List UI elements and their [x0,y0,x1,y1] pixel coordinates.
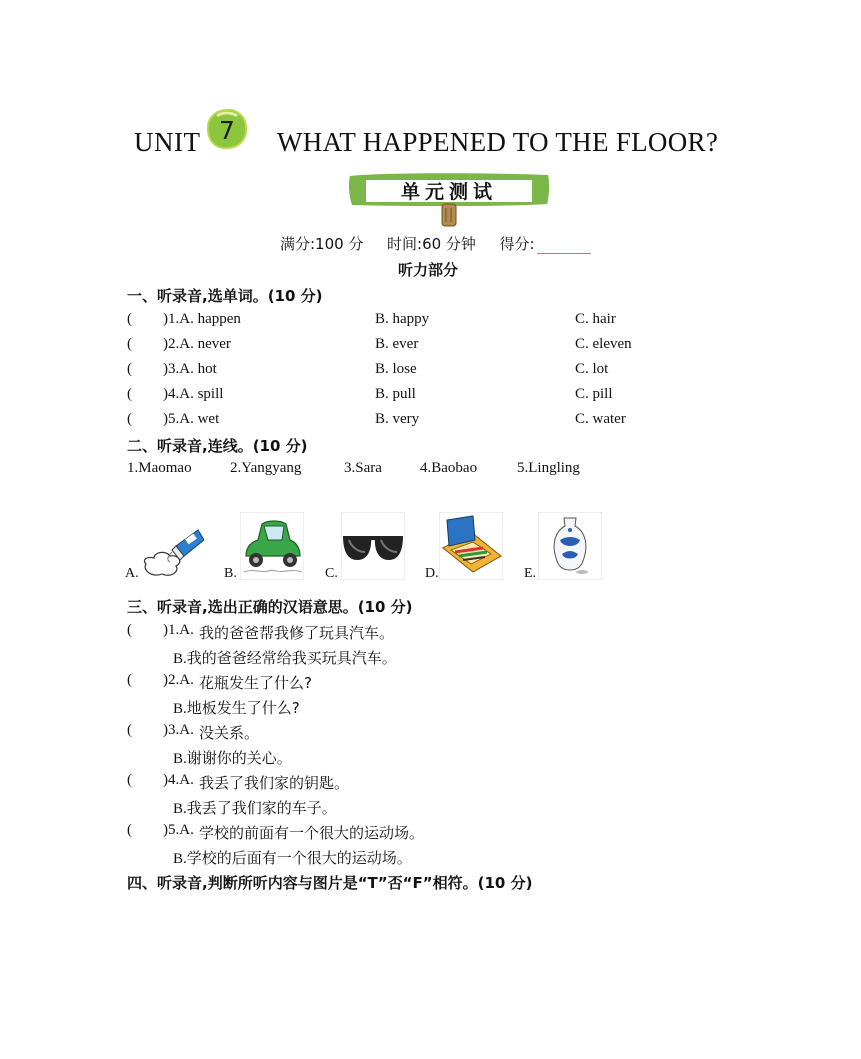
answer-paren[interactable]: ( [127,311,132,327]
picture-letter: B. [224,566,237,581]
option-b-line: B.我丢了我们家的车子。 [173,799,337,817]
option-a: )5.A. wet [163,411,220,427]
section4-title: 四、听录音,判断所听内容与图片是“T”否“F”相符。(10 分) [127,874,533,892]
spilled-milk-icon[interactable] [140,512,204,580]
item-number: )2.A. [163,672,194,688]
option-a-text: 学校的前面有一个很大的运动场。 [199,824,425,842]
picture-letter: A. [125,566,139,581]
option-c: C. water [575,411,626,427]
answer-paren[interactable]: ( [127,411,132,427]
option-b-text: 我的爸爸经常给我买玩具汽车。 [186,649,397,667]
option-b: B. very [375,411,420,427]
name-item[interactable]: 1.Maomao [127,460,192,476]
option-b-line: B.地板发生了什么? [173,699,300,717]
option-b-text: 学校的后面有一个很大的运动场。 [186,849,412,867]
item-number: )4.A. [163,772,194,788]
score-blank[interactable] [537,238,591,254]
option-b-line: B.学校的后面有一个很大的运动场。 [173,849,412,867]
exam-meta [280,233,591,254]
picture-letter: C. [325,566,338,581]
name-item[interactable]: 5.Lingling [517,460,580,476]
banner-text: 单元测试 [400,181,498,203]
section3-title: 三、听录音,选出正确的汉语意思。(10 分) [127,598,413,616]
name-list [127,460,580,477]
answer-paren[interactable]: ( [127,772,132,788]
option-c: C. lot [575,361,609,377]
option-b-text: 谢谢你的关心。 [186,749,292,767]
toy-car-icon[interactable] [240,512,304,580]
time-limit: 时间:60 分钟 [387,235,476,253]
option-a: )4.A. spill [163,386,224,402]
option-b: B. happy [375,311,430,327]
option-b-text: 我丢了我们家的车子。 [186,799,337,817]
unit-test-banner [346,170,552,230]
item-number: )3.A. [163,722,194,738]
answer-paren[interactable]: ( [127,386,132,402]
option-a: )2.A. never [163,336,231,352]
glasses-icon[interactable] [341,512,405,580]
section2-title: 二、听录音,连线。(10 分) [127,437,308,455]
item-number: )1.A. [163,622,194,638]
option-b: B. lose [375,361,417,377]
option-a: )1.A. happen [163,311,241,327]
unit-word: UNIT [134,127,201,157]
option-b-line: B.我的爸爸经常给我买玩具汽车。 [173,649,397,667]
option-a: )3.A. hot [163,361,217,377]
option-a-text: 没关系。 [199,724,260,742]
name-item[interactable]: 4.Baobao [420,460,478,476]
answer-paren[interactable]: ( [127,622,132,638]
option-c: C. hair [575,311,616,327]
unit-number-badge [206,108,248,150]
option-b: B. ever [375,336,419,352]
full-score: 满分:100 分 [280,235,364,253]
option-b: B. pull [375,386,416,402]
picture-letter: E. [524,566,537,581]
answer-paren[interactable]: ( [127,672,132,688]
pencil-box-icon[interactable] [439,512,503,580]
name-item[interactable]: 2.Yangyang [230,460,302,476]
picture-letter: D. [425,566,439,581]
answer-paren[interactable]: ( [127,722,132,738]
section1-title: 一、听录音,选单词。(10 分) [127,287,323,305]
option-b-text: 地板发生了什么? [186,699,300,717]
score-label: 得分: [499,235,535,253]
option-a-text: 我的爸爸帮我修了玩具汽车。 [199,624,395,642]
name-item[interactable]: 3.Sara [344,460,382,476]
part-title: 听力部分 [398,261,459,279]
answer-paren[interactable]: ( [127,361,132,377]
unit-title: WHAT HAPPENED TO THE FLOOR? [277,127,719,157]
vase-icon[interactable] [538,512,602,580]
item-number: )5.A. [163,822,194,838]
option-a-text: 花瓶发生了什么? [199,674,312,692]
answer-paren[interactable]: ( [127,822,132,838]
unit-number: 7 [219,116,235,145]
answer-paren[interactable]: ( [127,336,132,352]
option-b-line: B.谢谢你的关心。 [173,749,292,767]
option-a-text: 我丢了我们家的钥匙。 [199,774,350,792]
option-c: C. pill [575,386,613,402]
option-c: C. eleven [575,336,632,352]
